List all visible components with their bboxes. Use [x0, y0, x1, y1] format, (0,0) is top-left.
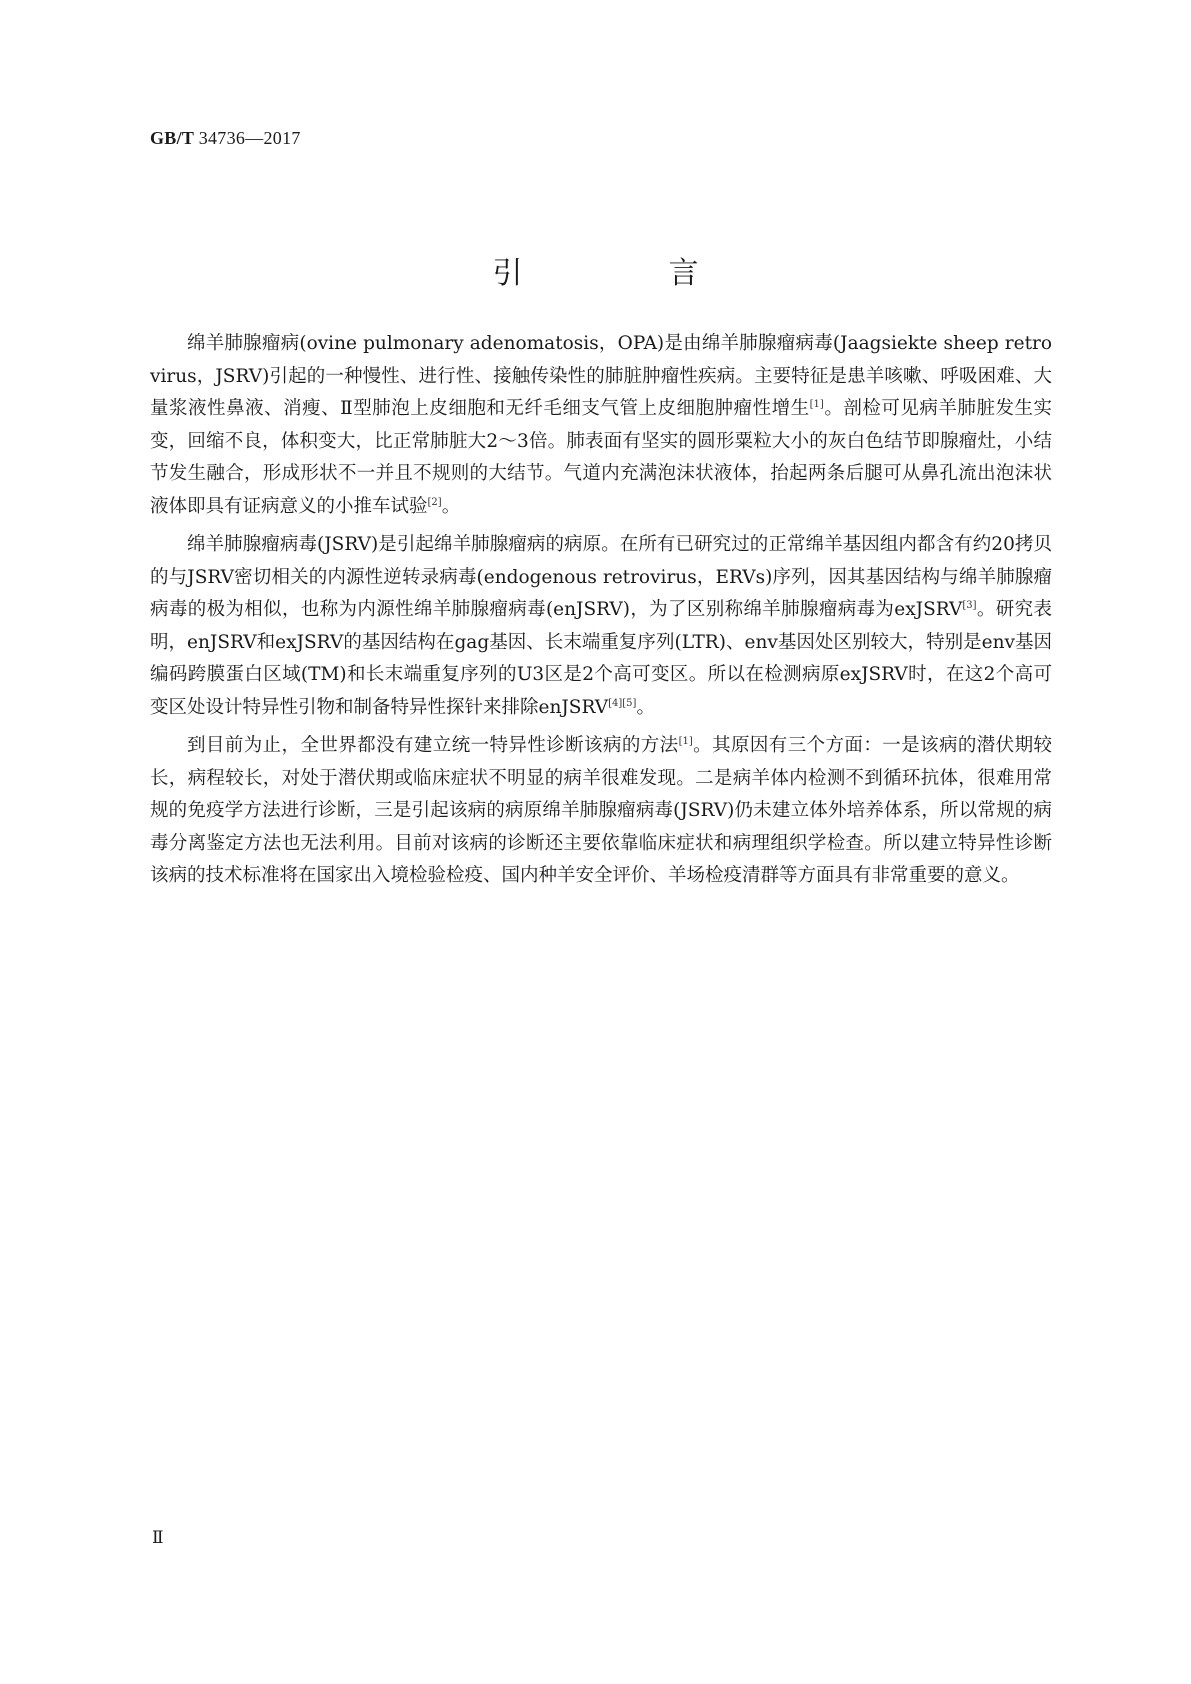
section-title: 引 言	[492, 256, 757, 292]
citation-ref: [1]	[678, 736, 693, 747]
citation-ref: [3]	[962, 600, 977, 611]
standard-number: 34736—2017	[198, 128, 301, 148]
paragraph	[150, 529, 1052, 724]
paragraph-text: 绵羊肺腺瘤病(ovine pulmonary adenomatosis，OPA)是由绵羊肺腺瘤病毒(Jaagsiekte sheep retrovirus，JSRV)引起的一种慢性、进行性、接触传染性的肺脏肿瘤性疾病。主要特征是患羊咳嗽、呼吸困难、大量浆液性鼻液、消瘦、Ⅱ型肺泡上皮细胞和无纤毛细支气管上皮细胞肿瘤性增生	[150, 333, 1052, 419]
citation-ref: [1]	[809, 399, 824, 410]
paragraph	[150, 730, 1052, 893]
paragraph-text: 。研究表明，enJSRV和exJSRV的基因结构在gag基因、长末端重复序列(LTR)、env基因处区别较大，特别是env基因编码跨膜蛋白区域(TM)和长末端重复序列的U3区是2个高可变区。所以在检测病原exJSRV时，在这2个高可变区处设计特异性引物和制备特异性探针来排除enJSRV	[150, 599, 1052, 718]
page-number: Ⅱ	[152, 1528, 164, 1547]
paragraph-text: 。剖检可见病羊肺脏发生实变，回缩不良，体积变大，比正常肺脏大2～3倍。肺表面有坚实的圆形粟粒大小的灰白色结节即腺瘤灶，小结节发生融合，形成形状不一并且不规则的大结节。气道内充满泡沫状液体，抬起两条后腿可从鼻孔流出泡沫状液体即具有证病意义的小推车试验	[150, 398, 1052, 517]
paragraph-text: 。	[441, 495, 461, 517]
citation-ref: [4][5]	[608, 697, 637, 709]
paragraph	[150, 328, 1052, 523]
paragraph-text: 。	[636, 696, 655, 718]
citation-ref: [2]	[427, 496, 442, 508]
standard-code	[150, 128, 301, 149]
standard-prefix: GB/T	[150, 128, 194, 148]
paragraph-text: 到目前为止，全世界都没有建立统一特异性诊断该病的方法	[187, 735, 679, 756]
introduction-body	[150, 328, 1052, 899]
paragraph-text: 绵羊肺腺瘤病毒(JSRV)是引起绵羊肺腺瘤病的病原。在所有已研究过的正常绵羊基因组内都含有约20拷贝的与JSRV密切相关的内源性逆转录病毒(endogenous retrovirus，ERVs)序列，因其基因结构与绵羊肺腺瘤病毒的极为相似，也称为内源性绵羊肺腺瘤病毒(enJSRV)，为了区别称绵羊肺腺瘤病毒为exJSRV	[150, 534, 1052, 620]
paragraph-text: 。其原因有三个方面：一是该病的潜伏期较长，病程较长，对处于潜伏期或临床症状不明显的病羊很难发现。二是病羊体内检测不到循环抗体，很难用常规的免疫学方法进行诊断，三是引起该病的病原绵羊肺腺瘤病毒(JSRV)仍未建立体外培养体系，所以常规的病毒分离鉴定方法也无法利用。目前对该病的诊断还主要依靠临床症状和病理组织学检查。所以建立特异性诊断该病的技术标准将在国家出入境检验检疫、国内种羊安全评价、羊场检疫清群等方面具有非常重要的意义。	[150, 735, 1052, 886]
